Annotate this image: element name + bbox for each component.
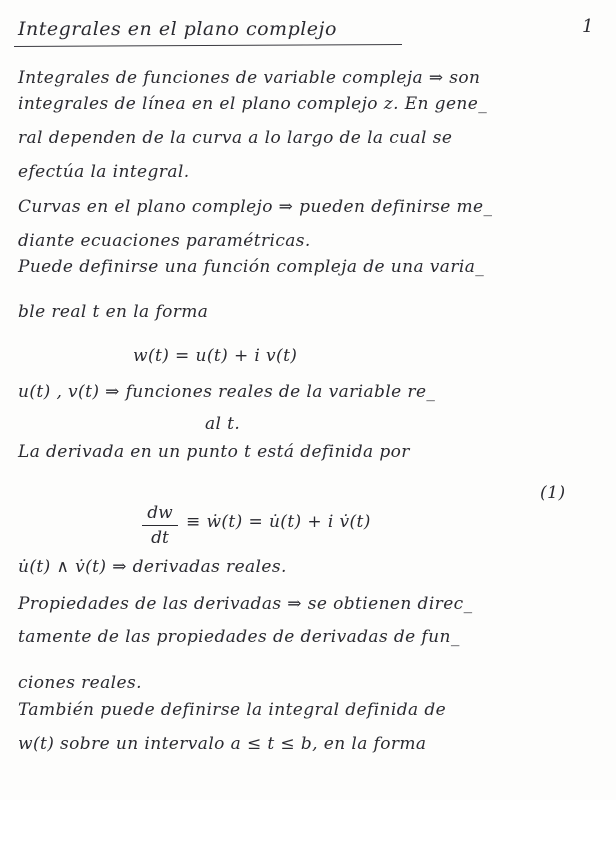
formula-w-of-t: w(t) = u(t) + i v(t) [133, 346, 298, 366]
page-number: 1 [582, 16, 594, 37]
paragraph-4-line-2: al t. [205, 414, 241, 434]
derivative-formula: ≡ ẇ(t) = u̇(t) + i v̇(t) [186, 512, 371, 532]
paragraph-5-line-1: La derivada en un punto t está definida por [18, 442, 410, 462]
page-title: Integrales en el plano complejo [18, 18, 337, 40]
paragraph-7-line-2: tamente de las propiedades de derivadas de fun_ [18, 627, 460, 647]
paragraph-3-line-2: ble real t en la forma [18, 302, 209, 322]
paragraph-1-line-3: ral dependen de la curva a lo largo de la cual se [18, 128, 453, 148]
paragraph-7-line-1: Propiedades de las derivadas ⇒ se obtienen direc_ [18, 594, 473, 614]
paragraph-1-line-4: efectúa la integral. [18, 162, 190, 182]
title-underline [14, 44, 402, 47]
paragraph-1-line-1: Integrales de funciones de variable compleja ⇒ son [18, 68, 481, 88]
fraction-denominator: dt [151, 528, 169, 548]
fraction-bar [142, 525, 178, 526]
paragraph-7-line-3: ciones reales. [18, 673, 142, 693]
paragraph-6-line-1: u̇(t) ∧ v̇(t) ⇒ derivadas reales. [18, 557, 287, 577]
equation-number: (1) [540, 483, 566, 503]
paragraph-4-line-1: u(t) , v(t) ⇒ funciones reales de la variable re_ [18, 382, 436, 402]
paragraph-1-line-2: integrales de línea en el plano complejo z. En gene_ [18, 94, 488, 114]
paragraph-2-line-1: Curvas en el plano complejo ⇒ pueden definirse me_ [18, 197, 493, 217]
derivative-fraction [142, 503, 178, 548]
paragraph-8-line-1: También puede definirse la integral definida de [18, 700, 447, 720]
fraction-numerator: dw [147, 503, 173, 523]
paragraph-3-line-1: Puede definirse una función compleja de una varia_ [18, 257, 485, 277]
paragraph-2-line-2: diante ecuaciones paramétricas. [18, 231, 311, 251]
blank-margin [0, 800, 616, 848]
paragraph-8-line-2: w(t) sobre un intervalo a ≤ t ≤ b, en la forma [18, 734, 427, 754]
